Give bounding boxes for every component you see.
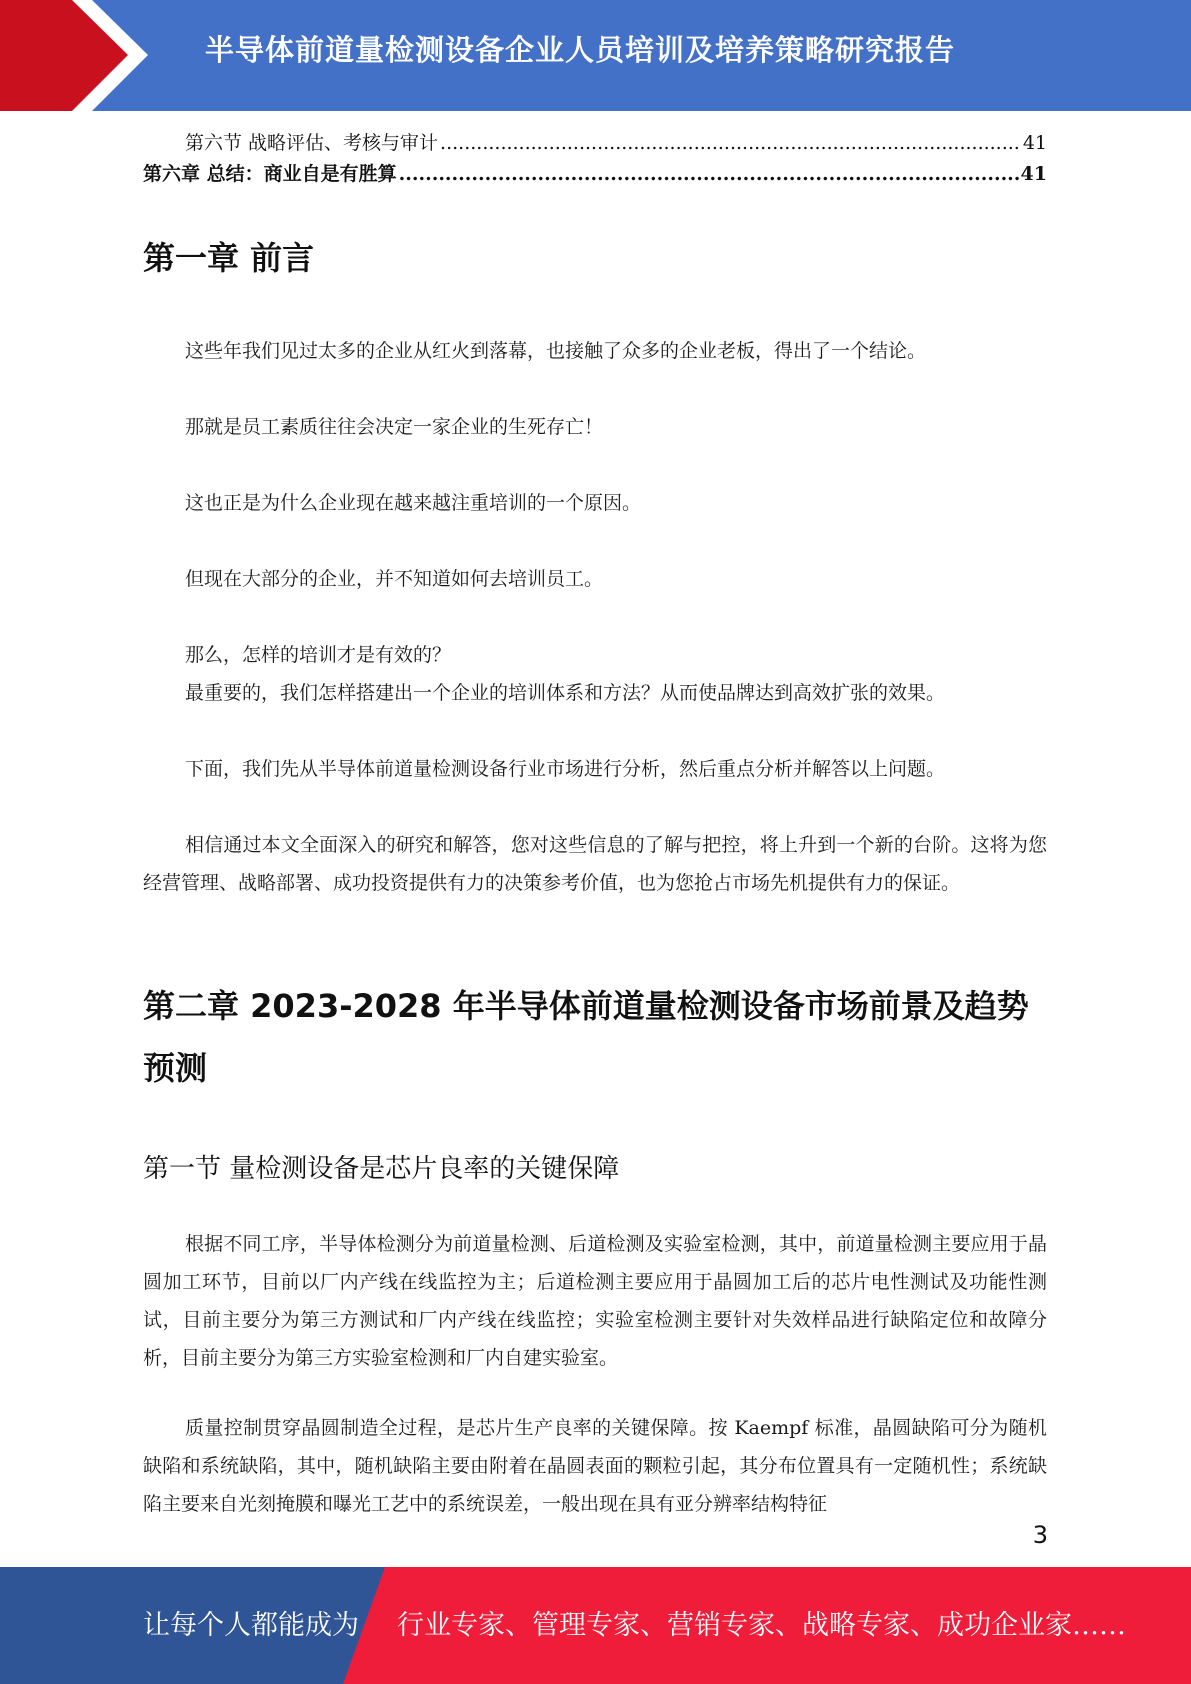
paragraph: 但现在大部分的企业，并不知道如何去培训员工。 [185, 568, 604, 590]
page-header [0, 0, 1191, 111]
section-1-heading: 第一节 量检测设备是芯片良率的关键保障 [143, 1154, 620, 1184]
paragraph: 相信通过本文全面深入的研究和解答，您对这些信息的了解与把控，将上升到一个新的台阶。这将为您经营管理、战略部署、成功投资提供有力的决策参考价值，也为您抢占市场先机提供有力的保证。 [143, 834, 1047, 894]
toc-entry-label: 第六节 战略评估、考核与审计 [185, 132, 439, 154]
report-title: 半导体前道量检测设备企业人员培训及培养策略研究报告 [205, 33, 956, 67]
toc-entry-page: 41 [1020, 163, 1047, 185]
paragraph: 根据不同工序，半导体检测分为前道量检测、后道检测及实验室检测，其中，前道量检测主要应用于晶圆加工环节，目前以厂内产线在线监控为主；后道检测主要应用于晶圆加工后的芯片电性测试及功能性测试，目前主要分为第三方测试和厂内产线在线监控；实验室检测主要针对失效样品进行缺陷定位和故障分析，目前主要分为第三方实验室检测和厂内自建实验室。 [143, 1233, 1047, 1369]
toc-entry-chapter-6[interactable] [143, 161, 1047, 187]
paragraph: 那么，怎样的培训才是有效的？ [185, 644, 452, 666]
paragraph: 质量控制贯穿晶圆制造全过程，是芯片生产良率的关键保障。按 Kaempf 标准，晶圆缺陷可分为随机缺陷和系统缺陷，其中，随机缺陷主要由附着在晶圆表面的颗粒引起，其分布位置具有一定随机性；系统缺陷主要来自光刻掩膜和曝光工艺中的系统误差，一般出现在具有亚分辨率结构特征 [143, 1417, 1047, 1515]
chapter-2-heading: 第二章 2023-2028 年半导体前道量检测设备市场前景及趋势预测 [143, 987, 1029, 1087]
page-footer [0, 1567, 1191, 1684]
page-number: 3 [1032, 1521, 1048, 1549]
toc-entry-label: 第六章 总结：商业自是有胜算 [143, 163, 397, 185]
paragraph: 这也正是为什么企业现在越来越注重培训的一个原因。 [185, 492, 642, 514]
chapter-1-heading: 第一章 前言 [143, 239, 315, 277]
paragraph: 最重要的，我们怎样搭建出一个企业的培训体系和方法？从而使品牌达到高效扩张的效果。 [185, 682, 946, 704]
paragraph: 下面，我们先从半导体前道量检测设备行业市场进行分析，然后重点分析并解答以上问题。 [185, 758, 946, 780]
toc-leader-dots [399, 161, 1019, 187]
footer-slogan-left: 让每个人都能成为 [143, 1610, 359, 1641]
paragraph: 这些年我们见过太多的企业从红火到落幕，也接触了众多的企业老板，得出了一个结论。 [185, 340, 927, 362]
toc-entry-page: 41 [1022, 132, 1047, 154]
footer-slogan-right: 行业专家、管理专家、营销专家、战略专家、成功企业家…… [397, 1610, 1126, 1641]
toc-entry-section-6[interactable] [143, 130, 1047, 156]
toc-leader-dots [440, 130, 1021, 156]
paragraph: 那就是员工素质往往会决定一家企业的生死存亡！ [185, 416, 604, 438]
